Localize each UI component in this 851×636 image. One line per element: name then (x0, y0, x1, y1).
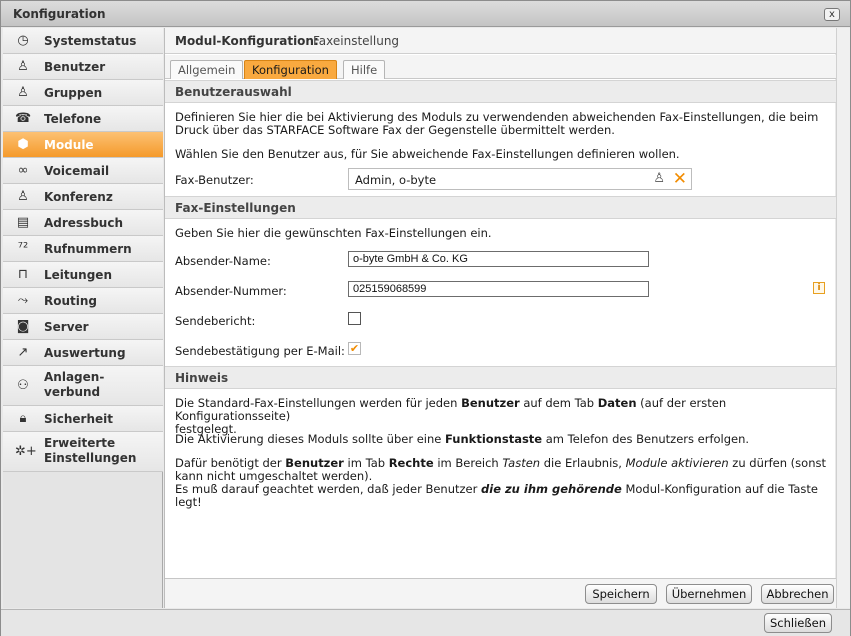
sidebar-item-konferenz[interactable] (3, 184, 163, 210)
section-hinweis (165, 366, 836, 389)
sidebar-item-erweiterte[interactable] (3, 432, 163, 472)
module-header-name: Faxeinstellung (313, 34, 400, 48)
save-button[interactable]: Speichern (585, 584, 657, 604)
fax-user-value: Admin, o-byte (355, 173, 437, 187)
window-title: Konfiguration (13, 7, 106, 21)
sidebar-item-benutzer[interactable] (3, 54, 163, 80)
sender-name-label: Absender-Name: (175, 254, 271, 268)
send-report-label: Sendebericht: (175, 314, 256, 328)
lock-icon: 🔒︎ (19, 411, 27, 426)
network-icon: ⚇ (17, 378, 29, 393)
section-title: Benutzerauswahl (175, 85, 292, 99)
conference-icon: ♙ (17, 189, 29, 204)
clear-icon[interactable]: ✕ (672, 169, 687, 189)
sidebar-item-label: Leitungen (44, 268, 112, 282)
sidebar-item-voicemail[interactable] (3, 158, 163, 184)
sidebar-item-systemstatus[interactable] (3, 28, 163, 54)
group-icon: ♙ (17, 85, 29, 100)
sidebar-item-server[interactable] (3, 314, 163, 340)
fax-user-label: Fax-Benutzer: (175, 173, 254, 187)
title-bar (1, 1, 850, 27)
sidebar-item-label: Module (44, 138, 94, 152)
cancel-button[interactable]: Abbrechen (761, 584, 834, 604)
section-benutzerauswahl (165, 80, 836, 103)
sidebar (3, 28, 163, 608)
sidebar-item-label: Routing (44, 294, 98, 308)
apply-button[interactable]: Übernehmen (666, 584, 752, 604)
sender-number-input[interactable] (348, 281, 649, 297)
benutzerauswahl-instruction: Wählen Sie den Benutzer aus, für Sie abweichende Fax-Einstellungen definieren wollen. (175, 147, 680, 161)
tab-konfiguration[interactable]: Konfiguration (244, 60, 337, 79)
sidebar-item-sicherheit[interactable] (3, 406, 163, 432)
chart-icon: ↗ (17, 345, 29, 360)
fax-user-field[interactable] (348, 168, 692, 190)
advanced-settings-icon: ✲+ (15, 444, 37, 459)
sidebar-item-label: Server (44, 320, 89, 334)
close-button[interactable]: Schließen (764, 613, 832, 633)
send-report-checkbox[interactable] (348, 312, 361, 325)
routing-icon: ⤳ (17, 293, 29, 308)
sidebar-item-label: Erweiterte Einstellungen (44, 436, 137, 465)
fax-description: Geben Sie hier die gewünschten Fax-Einstellungen ein. (175, 226, 492, 240)
sidebar-item-label: Rufnummern (44, 242, 132, 256)
lines-icon: ⊓ (17, 267, 29, 282)
module-header (165, 28, 836, 54)
clock-icon: ◷ (17, 33, 29, 48)
sidebar-item-gruppen[interactable] (3, 80, 163, 106)
sidebar-item-label: Auswertung (44, 346, 126, 360)
sidebar-item-rufnummern[interactable] (3, 236, 163, 262)
sidebar-item-label: Konferenz (44, 190, 113, 204)
sidebar-item-label: Voicemail (44, 164, 110, 178)
sidebar-item-telefone[interactable] (3, 106, 163, 132)
sidebar-item-label: Gruppen (44, 86, 103, 100)
sender-name-input[interactable] (348, 251, 649, 267)
tab-hilfe[interactable]: Hilfe (343, 60, 385, 79)
sidebar-item-leitungen[interactable] (3, 262, 163, 288)
voicemail-icon: ∞ (17, 163, 29, 178)
sidebar-item-auswertung[interactable] (3, 340, 163, 366)
hint-paragraph-2: Die Aktivierung dieses Moduls sollte über eine Funktionstaste am Telefon des Benutzers erfolgen. (175, 432, 750, 446)
sender-number-label: Absender-Nummer: (175, 284, 287, 298)
email-confirm-checkbox[interactable]: ✔ (349, 342, 360, 355)
section-title: Fax-Einstellungen (175, 201, 296, 215)
tab-bar (165, 55, 836, 79)
sidebar-item-anlagen[interactable] (3, 366, 163, 406)
sidebar-item-label: Anlagen- verbund (44, 370, 105, 399)
sidebar-item-label: Systemstatus (44, 34, 137, 48)
addressbook-icon: ▤ (16, 215, 30, 230)
scrollbar[interactable] (836, 28, 850, 608)
benutzerauswahl-description: Definieren Sie hier die bei Aktivierung des Moduls zu verwendenden abweichenden Fax-Einstellungen, die beim Druck über das STARFACE Software Fax der Gegenstelle übermittelt werden. (175, 110, 819, 137)
sidebar-item-label: Telefone (44, 112, 102, 126)
info-icon[interactable]: i (813, 282, 825, 294)
email-confirm-label: Sendebestätigung per E-Mail: (175, 344, 345, 358)
sidebar-item-module[interactable] (3, 132, 163, 158)
server-icon: ◙ (16, 319, 30, 334)
bottom-bar (1, 609, 850, 636)
action-footer (165, 578, 836, 608)
main-panel (164, 28, 835, 608)
numbers-icon: ⁷² (17, 241, 29, 256)
sidebar-item-adressbuch[interactable] (3, 210, 163, 236)
sidebar-item-routing[interactable] (3, 288, 163, 314)
section-fax-einstellungen (165, 196, 836, 219)
sidebar-item-label: Benutzer (44, 60, 106, 74)
close-icon[interactable]: x (824, 8, 840, 21)
user-select-icon[interactable]: ♙ (653, 171, 665, 186)
phone-icon: ☎ (15, 111, 32, 126)
tab-allgemein[interactable]: Allgemein (170, 60, 243, 79)
hint-paragraph-3: Dafür benötigt der Benutzer im Tab Rechte im Bereich Tasten die Erlaubnis, Module aktivieren zu dürfen (sonst kann nicht umgeschaltet werden). Es muß darauf geachtet werden, daß jeder Benutzer die zu ihm gehörende Modul-Konfiguration auf die Taste legt! (175, 456, 826, 509)
section-title: Hinweis (175, 371, 229, 385)
user-icon: ♙ (17, 59, 29, 74)
module-icon: ⬢ (17, 137, 29, 152)
hint-paragraph-1: Die Standard-Fax-Einstellungen werden für jeden Benutzer auf dem Tab Daten (auf der ersten Konfigurationsseite) festgelegt. (175, 396, 727, 436)
module-header-label: Modul-Konfiguration: (175, 34, 319, 48)
sidebar-item-label: Sicherheit (44, 412, 113, 426)
sidebar-item-label: Adressbuch (44, 216, 124, 230)
